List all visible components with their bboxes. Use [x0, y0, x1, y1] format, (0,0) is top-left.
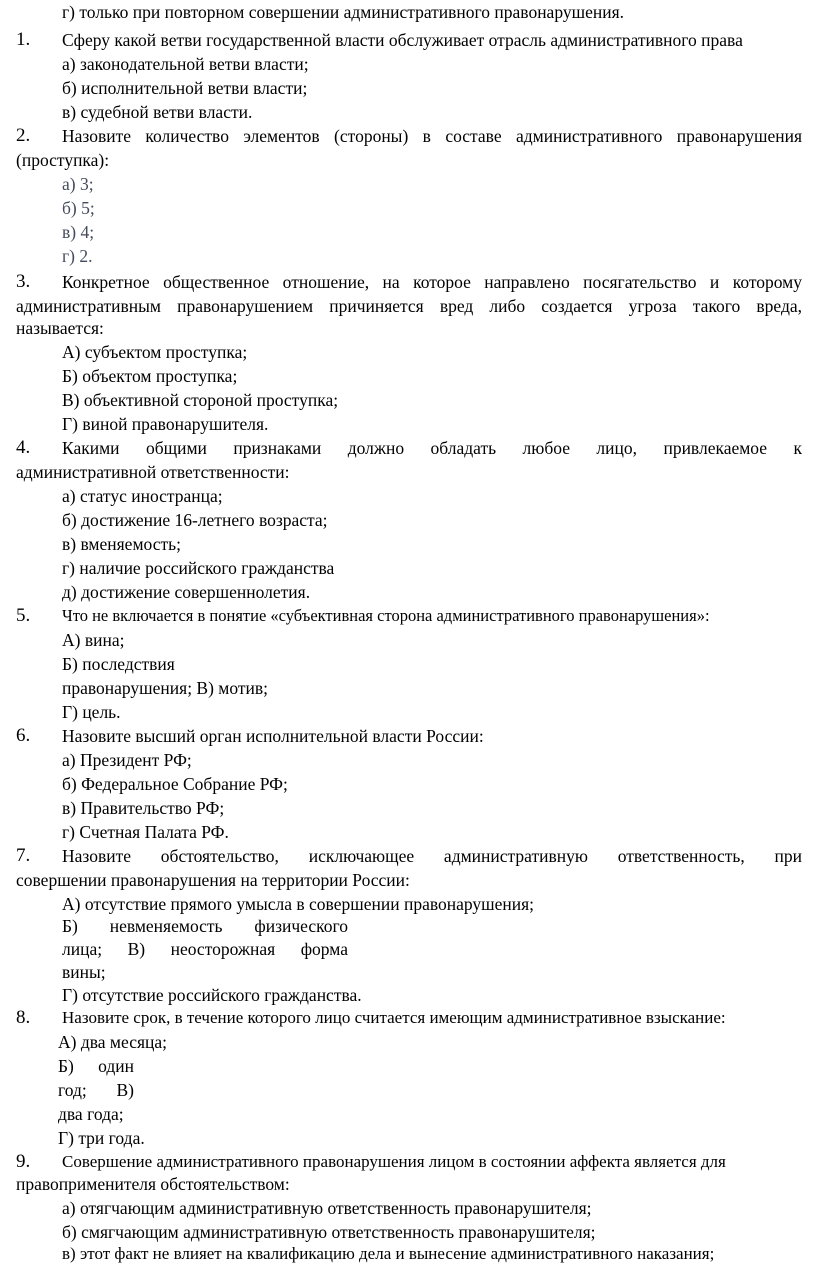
question-text-continued: административной ответственности:	[16, 462, 290, 482]
question-text: Какими общими признаками должно обладать любое лицо, привлекаемое к	[62, 438, 802, 458]
answer-option: г) наличие российского гражданства	[62, 558, 335, 578]
answer-option: г) Счетная Палата РФ.	[62, 822, 229, 842]
answer-option: вины;	[62, 962, 106, 982]
answer-option: правонарушения; В) мотив;	[62, 678, 269, 698]
question-text-continued: совершении правонарушения на территории России:	[16, 870, 410, 890]
answer-option: в) вменяемость;	[62, 534, 181, 554]
answer-option: б) Федеральное Собрание РФ;	[62, 774, 288, 794]
lead-option: г) только при повторном совершении административного правонарушения.	[62, 2, 624, 22]
question-text-continued: административным правонарушением причиняется вред либо создается угроза такого вреда,	[16, 296, 802, 316]
answer-option: г) 2.	[62, 246, 93, 266]
answer-option: а) статус иностранца;	[62, 486, 223, 506]
question-number: 9.	[16, 1151, 31, 1172]
question-text: Назовите количество элементов (стороны) в составе административного правонарушения	[62, 126, 802, 146]
answer-option: Г) виной правонарушителя.	[62, 414, 269, 434]
answer-option: в) Правительство РФ;	[62, 798, 225, 818]
question-number: 8.	[16, 1007, 31, 1028]
question-number: 7.	[16, 845, 31, 866]
answer-option: Г) цель.	[62, 702, 121, 722]
answer-option: б) исполнительной ветви власти;	[62, 78, 308, 98]
answer-option: Б) невменяемость физического	[62, 916, 348, 936]
answer-option: лица; В) неосторожная форма	[62, 939, 348, 959]
answer-option: Г) отсутствие российского гражданства.	[62, 985, 362, 1005]
question-text-continued: называется:	[16, 318, 104, 338]
question-text: Совершение административного правонарушения лицом в состоянии аффекта является для	[62, 1152, 726, 1171]
question-text: Назовите обстоятельство, исключающее административную ответственность, при	[62, 846, 802, 866]
answer-option: А) отсутствие прямого умысла в совершении правонарушения;	[62, 894, 535, 914]
answer-option: а) Президент РФ;	[62, 750, 192, 770]
answer-option: А) вина;	[62, 630, 125, 650]
answer-option: В) объективной стороной проступка;	[62, 390, 339, 410]
question-text: Конкретное общественное отношение, на которое направлено посягательство и которому	[62, 272, 802, 292]
question-text-continued: (проступка):	[16, 150, 110, 170]
answer-option: год; В)	[58, 1080, 134, 1100]
answer-option: в) этот факт не влияет на квалификацию дела и вынесение административного наказания;	[62, 1244, 715, 1263]
question-number: 6.	[16, 725, 31, 746]
question-text: Что не включается в понятие «субъективная сторона административного правонарушения»:	[62, 606, 710, 625]
answer-option: а) 3;	[62, 174, 94, 194]
question-text-continued: правоприменителя обстоятельством:	[16, 1174, 290, 1194]
answer-option: д) достижение совершеннолетия.	[62, 582, 311, 602]
answer-option: в) 4;	[62, 222, 95, 242]
question-number: 1.	[16, 29, 31, 50]
answer-option: б) 5;	[62, 198, 95, 218]
question-text: Назовите срок, в течение которого лицо считается имеющим административное взыскание:	[62, 1008, 726, 1027]
question-number: 3.	[16, 271, 31, 292]
answer-option: а) отягчающим административную ответственность правонарушителя;	[62, 1198, 592, 1218]
answer-option: Г) три года.	[58, 1128, 145, 1148]
question-number: 4.	[16, 437, 31, 458]
answer-option: б) смягчающим административную ответственность правонарушителя;	[62, 1222, 596, 1242]
answer-option: в) судебной ветви власти.	[62, 102, 253, 122]
question-text: Назовите высший орган исполнительной власти России:	[62, 726, 484, 746]
answer-option: А) два месяца;	[58, 1032, 168, 1052]
question-text: Сферу какой ветви государственной власти обслуживает отрасль административного права	[62, 30, 743, 50]
answer-option: б) достижение 16-летнего возраста;	[62, 510, 328, 530]
question-number: 5.	[16, 605, 31, 626]
answer-option: Б) последствия	[62, 654, 175, 674]
answer-option: а) законодательной ветви власти;	[62, 54, 309, 74]
question-number: 2.	[16, 125, 31, 146]
answer-option: А) субъектом проступка;	[62, 342, 248, 362]
answer-option: Б) один	[58, 1056, 134, 1076]
answer-option: Б) объектом проступка;	[62, 366, 238, 386]
answer-option: два года;	[58, 1104, 124, 1124]
